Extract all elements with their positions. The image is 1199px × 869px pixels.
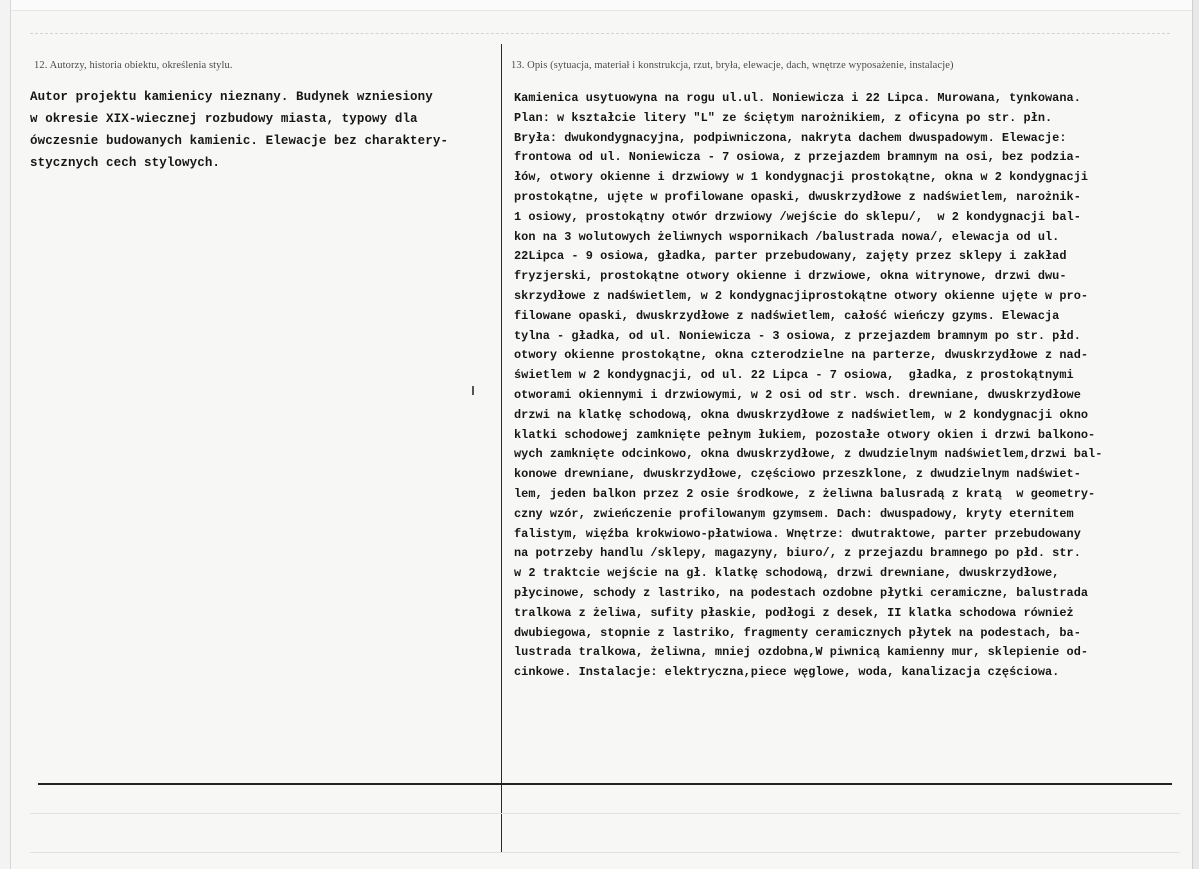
text-line: 22Lipca - 9 osiowa, gładka, parter przebudowany, zajęty przez sklepy i zakład [514, 249, 1067, 264]
text-line: Bryła: dwukondygnacyjna, podpiwniczona, nakryta dachem dwuspadowym. Elewacje: [514, 130, 1067, 145]
text-line: 1 osiowy, prostokątny otwór drzwiowy /wejście do sklepu/, w 2 kondygnacji bal- [514, 209, 1081, 224]
column-divider [501, 44, 502, 852]
typed-text-block [514, 89, 1102, 683]
text-line: czny wzór, zwieńczenie profilowanym gzymsem. Dach: dwuspadowy, kryty eternitem [514, 506, 1074, 521]
text-line: falistym, więźba krokwiowo-płatwiowa. Wnętrze: dwutraktowe, parter przebudowany [514, 526, 1081, 541]
text-line: klatki schodowej zamknięte pełnym łukiem, pozostałe otwory okien i drzwi balkono- [514, 427, 1096, 442]
text-line: prostokątne, ujęte w profilowane opaski, dwuskrzydłowe z nadświetlem, narożnik- [514, 189, 1081, 204]
text-line: Kamienica usytuowyna na rogu ul.ul. Noniewicza i 22 Lipca. Murowana, tynkowana. [514, 91, 1081, 105]
text-line: fryzjerski, prostokątne otwory okienne i drzwiowe, okna witrynowe, drzwi dwu- [514, 269, 1067, 284]
text-line: cinkowe. Instalacje: elektryczna,piece węglowe, woda, kanalizacja częściowa. [514, 665, 1060, 680]
text-line: kon na 3 wolutowych żeliwnych wspornikach /balustrada nowa/, elewacja od ul. [514, 229, 1060, 244]
text-line: konowe drewniane, dwuskrzydłowe, częściowo przeszklone, z dwudzielnym nadświet- [514, 467, 1081, 482]
text-line: Autor projektu kamienicy nieznany. Budynek wzniesiony [30, 90, 433, 104]
text-line: na potrzeby handlu /sklepy, magazyny, biuro/, z przejazdu bramnego po płd. str. [514, 546, 1081, 561]
text-line: skrzydłowe z nadświetlem, w 2 kondygnacjiprostokątne otwory okienne ujęte w pro- [514, 288, 1089, 303]
faint-line [30, 852, 1180, 853]
text-line: otwory okienne prostokątne, okna czterodzielne na parterze, dwuskrzydłowe z nad- [514, 348, 1089, 363]
section-heading: 12. Autorzy, historia obiektu, określenia stylu. [34, 60, 233, 71]
text-line: otworami okiennymi i drzwiowymi, w 2 osi od str. wsch. drewniane, dwuskrzydłowe [514, 387, 1081, 402]
page-top-edge [0, 0, 1199, 11]
text-line: wych zamknięte odcinkowo, okna dwuskrzydłowe, z dwudzielnym nadświetlem,drzwi bal- [514, 447, 1103, 462]
text-line: lustrada tralkowa, żeliwna, mniej ozdobna,W piwnicą kamienny mur, sklepienie od- [514, 645, 1089, 660]
text-line: filowane opaski, dwuskrzydłowe z nadświetlem, całość wieńczy gzyms. Elewacja [514, 308, 1060, 323]
text-line: tylna - gładka, od ul. Noniewicza - 3 osiowa, z przejazdem bramnym po str. płd. [514, 328, 1081, 343]
text-line: Plan: w kształcie litery "L" ze ściętym narożnikiem, z oficyna po str. płn. [514, 110, 1053, 125]
text-line: w 2 traktcie wejście na gł. klatkę schodową, drzwi drewniane, dwuskrzydłowe, [514, 566, 1060, 581]
text-line: w okresie XIX-wiecznej rozbudowy miasta, typowy dla [30, 112, 418, 126]
text-line: świetlem w 2 kondygnacji, od ul. 22 Lipca - 7 osiowa, gładka, z prostokątnymi [514, 368, 1074, 383]
scan-speck [472, 386, 474, 395]
bottom-rule [38, 783, 1172, 785]
text-line: lem, jeden balkon przez 2 osie środkowe, z żeliwna balusradą z kratą w geometry- [514, 486, 1096, 501]
section-heading: 13. Opis (sytuacja, materiał i konstrukcja, rzut, bryła, elewacje, dach, wnętrze wyposażenie, instalacje) [511, 60, 954, 71]
text-line: dwubiegowa, stopnie z lastriko, fragmenty ceramicznych płytek na podestach, ba- [514, 625, 1081, 640]
text-line: płycinowe, schody z lastriko, na podestach ozdobne płytki ceramiczne, balustrada [514, 585, 1089, 600]
page-right-edge [1192, 0, 1199, 869]
text-line: łów, otwory okienne i drzwiowy w 1 kondygnacji prostokątne, okna w 2 kondygnacji [514, 170, 1089, 185]
text-line: tralkowa z żeliwa, sufity płaskie, podłogi z desek, II klatka schodowa również [514, 605, 1074, 620]
typed-text-block [30, 86, 448, 174]
text-line: ówczesnie budowanych kamienic. Elewacje bez charaktery- [30, 134, 449, 148]
text-line: drzwi na klatkę schodową, okna dwuskrzydłowe z nadświetlem, w 2 kondygnacji okno [514, 407, 1089, 422]
faint-line [30, 813, 1180, 814]
page-left-edge [0, 0, 11, 869]
top-dashed-rule [30, 33, 1170, 34]
text-line: stycznych cech stylowych. [30, 156, 221, 170]
text-line: frontowa od ul. Noniewicza - 7 osiowa, z przejazdem bramnym na osi, bez podzia- [514, 150, 1081, 165]
